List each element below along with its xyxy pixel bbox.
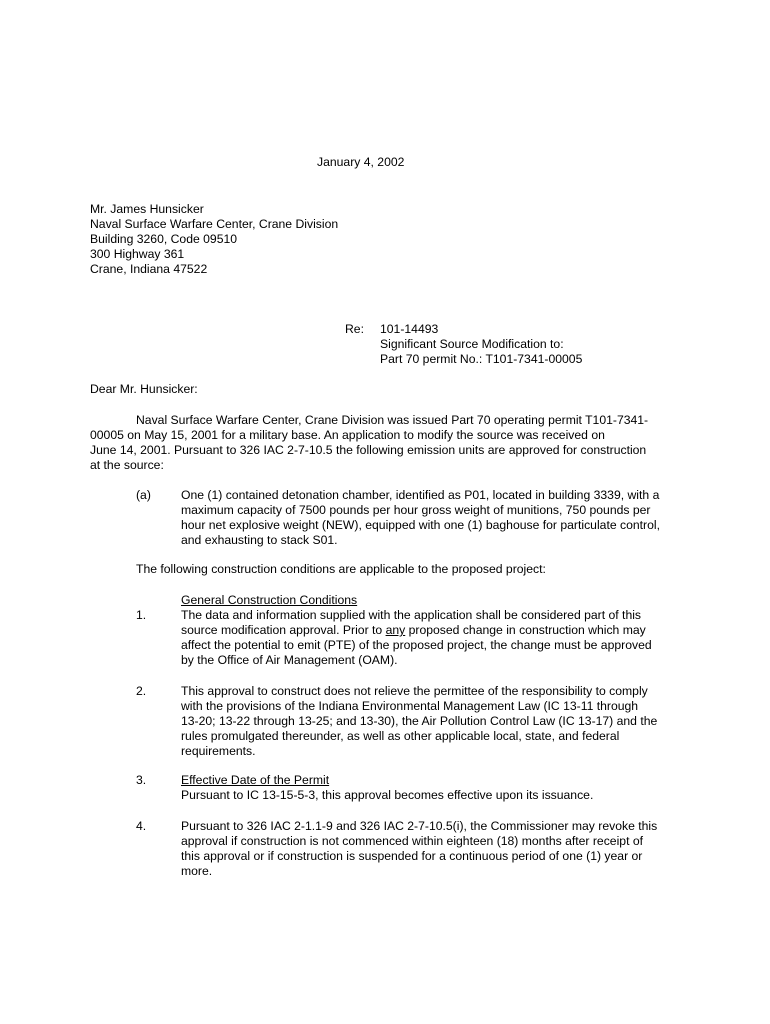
- re-reference-number: 101-14493: [380, 322, 439, 336]
- item-line: hour net explosive weight (NEW), equipped with one (1) baghouse for particulate control,: [181, 518, 660, 532]
- item-line: [181, 623, 652, 638]
- item-line: affect the potential to emit (PTE) of the proposed project, the change must be approved: [181, 638, 652, 652]
- item-line: and exhausting to stack S01.: [181, 533, 338, 547]
- intro-line: at the source:: [90, 458, 164, 472]
- item-label: (a): [136, 488, 151, 502]
- item-body: [181, 684, 657, 759]
- re-label: Re:: [345, 322, 364, 336]
- item-text: proposed change in construction which may: [405, 623, 646, 637]
- re-block: [380, 322, 582, 367]
- item-line: maximum capacity of 7500 pounds per hour gross weight of munitions, 750 pounds per: [181, 503, 651, 517]
- underlined-word: any: [385, 623, 406, 637]
- recipient-street: 300 Highway 361: [90, 247, 185, 261]
- item-line: more.: [181, 864, 213, 878]
- item-line: Pursuant to IC 13-15-5-3, this approval becomes effective upon its issuance.: [181, 788, 594, 802]
- item-body: [181, 819, 657, 879]
- item-body: [181, 608, 652, 668]
- item-line: requirements.: [181, 744, 256, 758]
- recipient-organization: Naval Surface Warfare Center, Crane Division: [90, 217, 339, 231]
- item-label: 2.: [136, 684, 147, 698]
- intro-line: June 14, 2001. Pursuant to 326 IAC 2-7-10.5 the following emission units are approved for construction: [90, 443, 647, 457]
- item-line: this approval or if construction is suspended for a continuous period of one (1) year or: [181, 849, 643, 863]
- intro-paragraph: [90, 413, 648, 473]
- recipient-name: Mr. James Hunsicker: [90, 202, 204, 216]
- intro-line: Naval Surface Warfare Center, Crane Division was issued Part 70 operating permit T101-7341-: [136, 413, 649, 427]
- item-body: [181, 773, 593, 803]
- item-line: approval if construction is not commenced within eighteen (18) months after receipt of: [181, 834, 644, 848]
- condition-3-heading: Effective Date of the Permit: [181, 773, 330, 787]
- item-label: 1.: [136, 608, 147, 622]
- item-label: 4.: [136, 819, 147, 833]
- general-conditions-heading: General Construction Conditions: [181, 593, 358, 607]
- re-permit-number: Part 70 permit No.: T101-7341-00005: [380, 352, 583, 366]
- recipient-building: Building 3260, Code 09510: [90, 232, 238, 246]
- conditions-intro: The following construction conditions are applicable to the proposed project:: [136, 562, 546, 576]
- item-line: rules promulgated thereunder, as well as other applicable local, state, and federal: [181, 729, 620, 743]
- re-subject: Significant Source Modification to:: [380, 337, 564, 351]
- salutation: Dear Mr. Hunsicker:: [90, 382, 198, 396]
- recipient-city: Crane, Indiana 47522: [90, 262, 208, 276]
- item-line: by the Office of Air Management (OAM).: [181, 653, 398, 667]
- recipient-address: [90, 202, 338, 277]
- item-line: with the provisions of the Indiana Environmental Management Law (IC 13-11 through: [181, 699, 639, 713]
- item-line: 13-20; 13-22 through 13-25; and 13-30), the Air Pollution Control Law (IC 13-17) and the: [181, 714, 658, 728]
- item-line: Pursuant to 326 IAC 2-1.1-9 and 326 IAC 2-7-10.5(i), the Commissioner may revoke this: [181, 819, 658, 833]
- item-line: One (1) contained detonation chamber, identified as P01, located in building 3339, with a: [181, 488, 660, 502]
- item-body: [181, 488, 660, 548]
- item-text: source modification approval. Prior to: [181, 623, 386, 637]
- intro-line: 00005 on May 15, 2001 for a military base. An application to modify the source was received on: [90, 428, 605, 442]
- letter-date: January 4, 2002: [317, 155, 405, 169]
- item-label: 3.: [136, 773, 147, 787]
- item-line: This approval to construct does not relieve the permittee of the responsibility to comply: [181, 684, 648, 698]
- item-line: The data and information supplied with the application shall be considered part of this: [181, 608, 642, 622]
